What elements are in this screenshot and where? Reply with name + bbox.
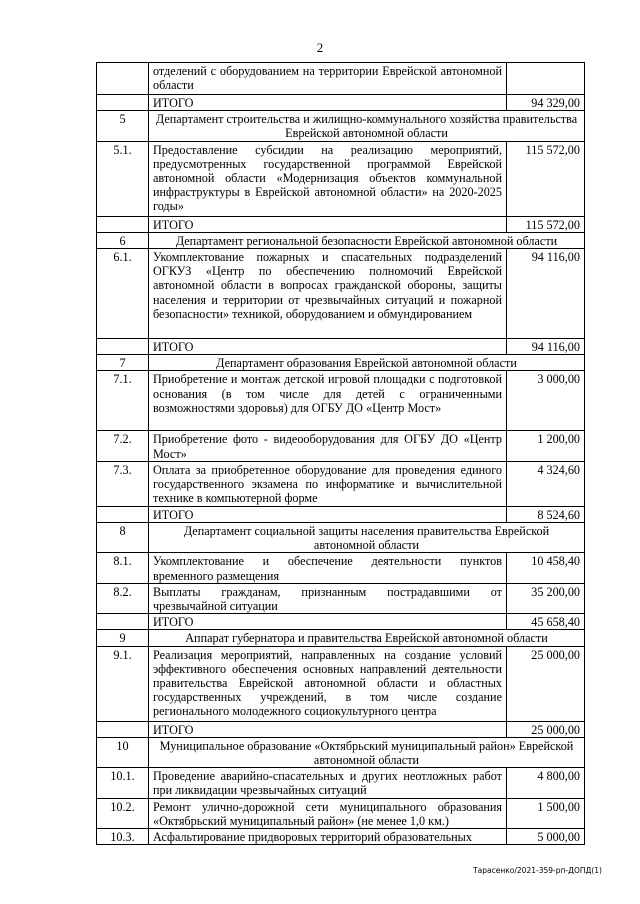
item-description: Асфальтирование придворовых территорий образовательных (149, 829, 507, 845)
item-description: Приобретение фото - видеооборудования для ОГБУ ДО «Центр Мост» (149, 431, 507, 461)
item-description: Предоставление субсидии на реализацию мероприятий, предусмотренных государственной программой Еврейской автономной области «Модернизация объектов коммунальной инфраструктуры в Еврейской автономной области» на 2020-2025 годы» (149, 141, 507, 216)
department-title: Муниципальное образование «Октябрьский муниципальный район» Еврейской автономной области (149, 737, 585, 767)
item-number: 7.2. (97, 431, 149, 461)
subtotal-label: ИТОГО (149, 95, 507, 111)
item-description: отделений с оборудованием на территории Еврейской автономной области (149, 63, 507, 95)
subtotal-row (97, 614, 585, 630)
item-number: 9.1. (97, 646, 149, 721)
table-row (97, 141, 585, 216)
subtotal-row (97, 721, 585, 737)
table-row (97, 646, 585, 721)
item-amount: 4 324,60 (507, 461, 585, 506)
subtotal-label: ИТОГО (149, 721, 507, 737)
item-amount: 4 800,00 (507, 768, 585, 798)
department-number: 5 (97, 111, 149, 141)
item-description: Выплаты гражданам, признанным пострадавшими от чрезвычайной ситуации (149, 583, 507, 613)
department-row (97, 111, 585, 141)
department-title: Департамент региональной безопасности Еврейской автономной области (149, 232, 585, 248)
item-number: 10.3. (97, 829, 149, 845)
table-row (97, 63, 585, 95)
table-row (97, 829, 585, 845)
subtotal-amount: 94 329,00 (507, 95, 585, 111)
department-title: Аппарат губернатора и правительства Еврейской автономной области (149, 630, 585, 646)
department-row (97, 523, 585, 553)
item-amount: 115 572,00 (507, 141, 585, 216)
item-number: 10.1. (97, 768, 149, 798)
table-row (97, 583, 585, 613)
department-row (97, 630, 585, 646)
item-description: Оплата за приобретенное оборудование для проведения единого государственного экзамена по информатике и вычислительной технике в компьютерной форме (149, 461, 507, 506)
row-number (97, 63, 149, 95)
department-title: Департамент образования Еврейской автономной области (149, 355, 585, 371)
table-row (97, 249, 585, 339)
subtotal-amount: 25 000,00 (507, 721, 585, 737)
subtotal-row (97, 216, 585, 232)
table-row (97, 431, 585, 461)
item-number: 6.1. (97, 249, 149, 339)
document-footer-id: Тарасенко/2021-359-рп-ДОПД(1) (473, 866, 602, 875)
item-amount: 10 458,40 (507, 553, 585, 583)
table-row (97, 768, 585, 798)
table-row (97, 553, 585, 583)
expenditure-table (96, 62, 585, 845)
department-number: 9 (97, 630, 149, 646)
subtotal-row (97, 339, 585, 355)
department-title: Департамент социальной защиты населения правительства Еврейской автономной области (149, 523, 585, 553)
item-amount: 1 200,00 (507, 431, 585, 461)
department-number: 8 (97, 523, 149, 553)
subtotal-row (97, 95, 585, 111)
subtotal-label: ИТОГО (149, 339, 507, 355)
item-number: 8.1. (97, 553, 149, 583)
item-amount: 3 000,00 (507, 371, 585, 431)
item-description: Ремонт улично-дорожной сети муниципального образования «Октябрьский муниципальный район» (не менее 1,0 км.) (149, 798, 507, 828)
item-number: 7.3. (97, 461, 149, 506)
item-amount: 1 500,00 (507, 798, 585, 828)
page-number: 2 (316, 40, 324, 55)
table-row (97, 461, 585, 506)
subtotal-row (97, 506, 585, 522)
item-amount (507, 63, 585, 95)
table-row (97, 798, 585, 828)
item-description: Проведение аварийно-спасательных и других неотложных работ при ликвидации чрезвычайных ситуаций (149, 768, 507, 798)
item-description: Приобретение и монтаж детской игровой площадки с подготовкой основания (в том числе для детей с ограниченными возможностями здоровья) для ОГБУ ДО «Центр Мост» (149, 371, 507, 431)
subtotal-label: ИТОГО (149, 614, 507, 630)
subtotal-label: ИТОГО (149, 216, 507, 232)
department-number: 6 (97, 232, 149, 248)
item-description: Укомплектование и обеспечение деятельности пунктов временного размещения (149, 553, 507, 583)
item-amount: 25 000,00 (507, 646, 585, 721)
subtotal-amount: 94 116,00 (507, 339, 585, 355)
item-number: 10.2. (97, 798, 149, 828)
department-row (97, 355, 585, 371)
department-row (97, 232, 585, 248)
subtotal-label: ИТОГО (149, 506, 507, 522)
department-number: 10 (97, 737, 149, 767)
item-number: 8.2. (97, 583, 149, 613)
subtotal-amount: 45 658,40 (507, 614, 585, 630)
item-amount: 94 116,00 (507, 249, 585, 339)
department-number: 7 (97, 355, 149, 371)
item-amount: 35 200,00 (507, 583, 585, 613)
item-amount: 5 000,00 (507, 829, 585, 845)
table-row (97, 371, 585, 431)
subtotal-amount: 115 572,00 (507, 216, 585, 232)
item-number: 5.1. (97, 141, 149, 216)
item-description: Укомплектование пожарных и спасательных подразделений ОГКУЗ «Центр по обеспечению полномочий Еврейской автономной области в вопросах гражданской обороны, защиты населения и территории от чрезвычайных ситуаций и пожарной безопасности» техникой, оборудованием и обмундированием (149, 249, 507, 339)
department-title: Департамент строительства и жилищно-коммунального хозяйства правительства Еврейской автономной области (149, 111, 585, 141)
item-number: 7.1. (97, 371, 149, 431)
department-row (97, 737, 585, 767)
item-description: Реализация мероприятий, направленных на создание условий эффективного обеспечения основных направлений деятельности правительства Еврейской автономной области и областных государственных учреждений, в том числе создание регионального молодежного социокультурного центра (149, 646, 507, 721)
subtotal-amount: 8 524,60 (507, 506, 585, 522)
